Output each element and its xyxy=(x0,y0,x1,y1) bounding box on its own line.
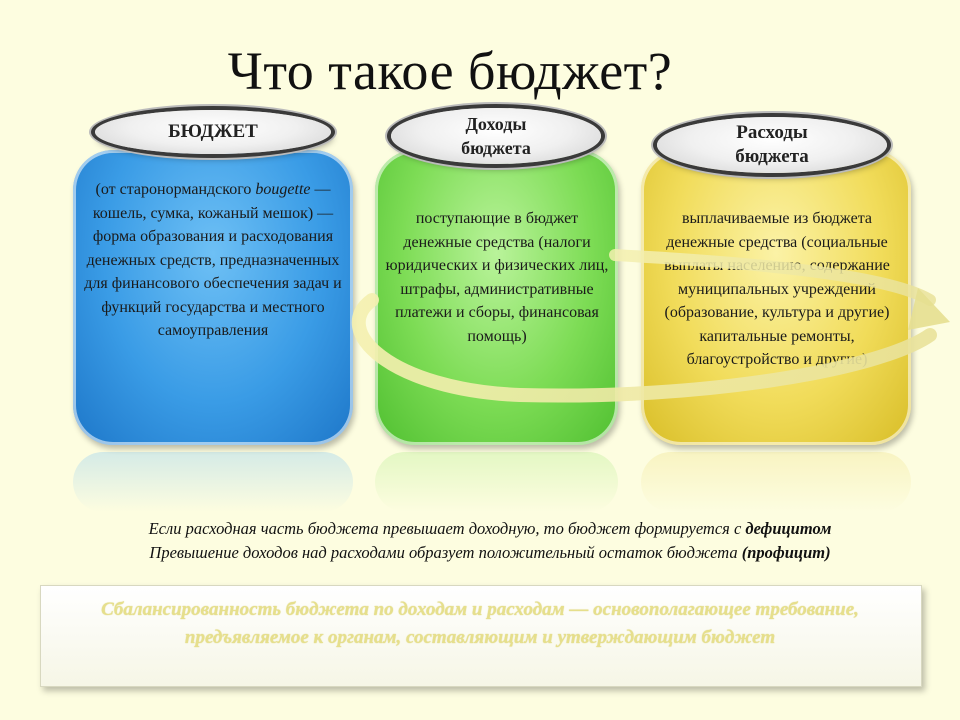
expense-label xyxy=(657,117,887,173)
expense-label-text: Расходы бюджета xyxy=(735,122,809,167)
balance-statement: Сбалансированность бюджета по доходам и расходам — основополагающее требование, предъявляемое к органам, составляющим и утверждающим бюджет xyxy=(101,599,859,648)
income-definition: поступающие в бюджет денежные средства (налоги юридических и физических лиц, штрафы, административные платежи и сборы, финансовая помощь) xyxy=(385,210,609,345)
income-label-text: Доходы бюджета xyxy=(461,114,531,158)
deficit-note xyxy=(40,519,940,539)
deficit-term: дефицитом xyxy=(745,519,832,538)
income-label xyxy=(391,108,601,164)
card-reflection xyxy=(73,452,353,512)
card-reflection xyxy=(641,452,911,512)
surplus-note xyxy=(40,543,940,563)
budget-definition-etymology: bougette xyxy=(255,181,311,198)
surplus-term: (профицит) xyxy=(741,543,831,562)
surplus-note-text: Превышение доходов над расходами образует положительный остаток бюджета xyxy=(149,543,742,562)
budget-label: БЮДЖЕТ xyxy=(95,110,331,154)
budget-definition xyxy=(84,178,342,343)
page-title: Что такое бюджет? xyxy=(227,41,673,101)
expense-definition: выплачиваемые из бюджета денежные средства (социальные выплаты населению, содержание муниципальных учреждений (образование, культура и другие) капитальные ремонты, благоустройство и другие) xyxy=(664,210,890,368)
budget-definition-prefix: (от старонормандского xyxy=(95,181,256,198)
card-reflection xyxy=(375,452,618,512)
deficit-note-text: Если расходная часть бюджета превышает доходную, то бюджет формируется с xyxy=(148,519,746,538)
budget-definition-rest: — кошель, сумка, кожаный мешок) — форма образования и расходования денежных средств, предназначенных для финансового обеспечения задач и функций государства и местного самоуправления xyxy=(84,181,342,339)
